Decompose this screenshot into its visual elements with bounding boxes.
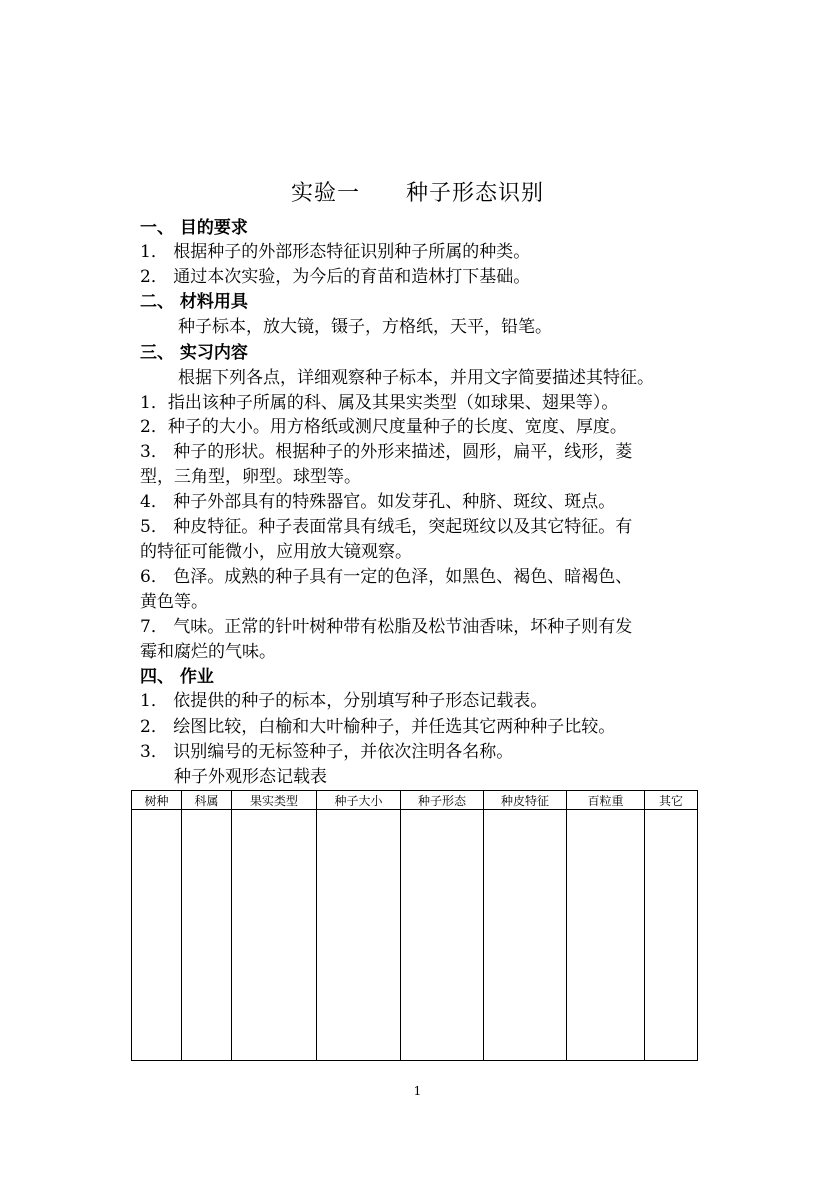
content-line-7: 的特征可能微小，应用放大镜观察。 (140, 542, 412, 562)
table-cell[interactable] (645, 810, 698, 1061)
content-line-8: 6． 色泽。成熟的种子具有一定的色泽，如黑色、褐色、暗褐色、 (140, 567, 633, 587)
content-line-5: 4． 种子外部具有的特殊器官。如发芽孔、种脐、斑纹、斑点。 (140, 492, 616, 512)
homework-item-3: 3． 识别编号的无标签种子，并依次注明各名称。 (140, 742, 514, 762)
table-cell[interactable] (484, 810, 567, 1061)
seed-record-table (131, 790, 698, 1061)
content-line-3: 3． 种子的形状。根据种子的外形来描述，圆形，扁平，线形，菱 (140, 442, 633, 462)
table-cell[interactable] (567, 810, 645, 1061)
col-header-seed-size: 种子大小 (317, 791, 401, 810)
col-header-family-genus: 科属 (182, 791, 232, 810)
content-intro: 根据下列各点，详细观察种子标本，并用文字简要描述其特征。 (178, 368, 654, 388)
table-cell[interactable] (232, 810, 317, 1061)
homework-item-2: 2． 绘图比较，白榆和大叶榆种子，并任选其它两种种子比较。 (140, 717, 616, 737)
content-line-11: 霉和腐烂的气味。 (140, 642, 276, 662)
page-number: 1 (413, 1084, 422, 1098)
col-header-fruit-type: 果实类型 (232, 791, 317, 810)
table-header-row (132, 791, 698, 810)
col-header-other: 其它 (645, 791, 698, 810)
table-row (132, 810, 698, 1061)
content-line-9: 黄色等。 (140, 592, 208, 612)
section-heading-content: 三、 实习内容 (140, 343, 248, 363)
table-cell[interactable] (401, 810, 484, 1061)
col-header-seed-coat: 种皮特征 (484, 791, 567, 810)
content-line-1: 1．指出该种子所属的科、属及其果实类型（如球果、翅果等）。 (140, 393, 619, 413)
section-heading-purpose: 一、 目的要求 (140, 218, 248, 238)
table-cell[interactable] (182, 810, 232, 1061)
section-heading-homework: 四、 作业 (140, 667, 214, 687)
table-cell[interactable] (132, 810, 182, 1061)
content-line-4: 型，三角型，卵型。球型等。 (140, 467, 361, 487)
col-header-seed-shape: 种子形态 (401, 791, 484, 810)
content-line-6: 5． 种皮特征。种子表面常具有绒毛，突起斑纹以及其它特征。有 (140, 517, 633, 537)
content-line-2: 2．种子的大小。用方格纸或测尺度量种子的长度、宽度、厚度。 (140, 417, 627, 437)
table-caption: 种子外观形态记载表 (174, 767, 327, 787)
homework-item-1: 1． 依提供的种子的标本，分别填写种子形态记载表。 (140, 691, 548, 711)
table-cell[interactable] (317, 810, 401, 1061)
col-header-hundred-weight: 百粒重 (567, 791, 645, 810)
purpose-item-2: 2． 通过本次实验，为今后的育苗和造林打下基础。 (140, 267, 531, 287)
content-line-10: 7． 气味。正常的针叶树种带有松脂及松节油香味，坏种子则有发 (140, 617, 633, 637)
section-heading-materials: 二、 材料用具 (140, 292, 248, 312)
page-title: 实验一 种子形态识别 (290, 181, 544, 206)
purpose-item-1: 1． 根据种子的外部形态特征识别种子所属的种类。 (140, 242, 531, 262)
materials-text: 种子标本，放大镜，镊子，方格纸，天平，铅笔。 (178, 317, 552, 337)
col-header-species: 树种 (132, 791, 182, 810)
